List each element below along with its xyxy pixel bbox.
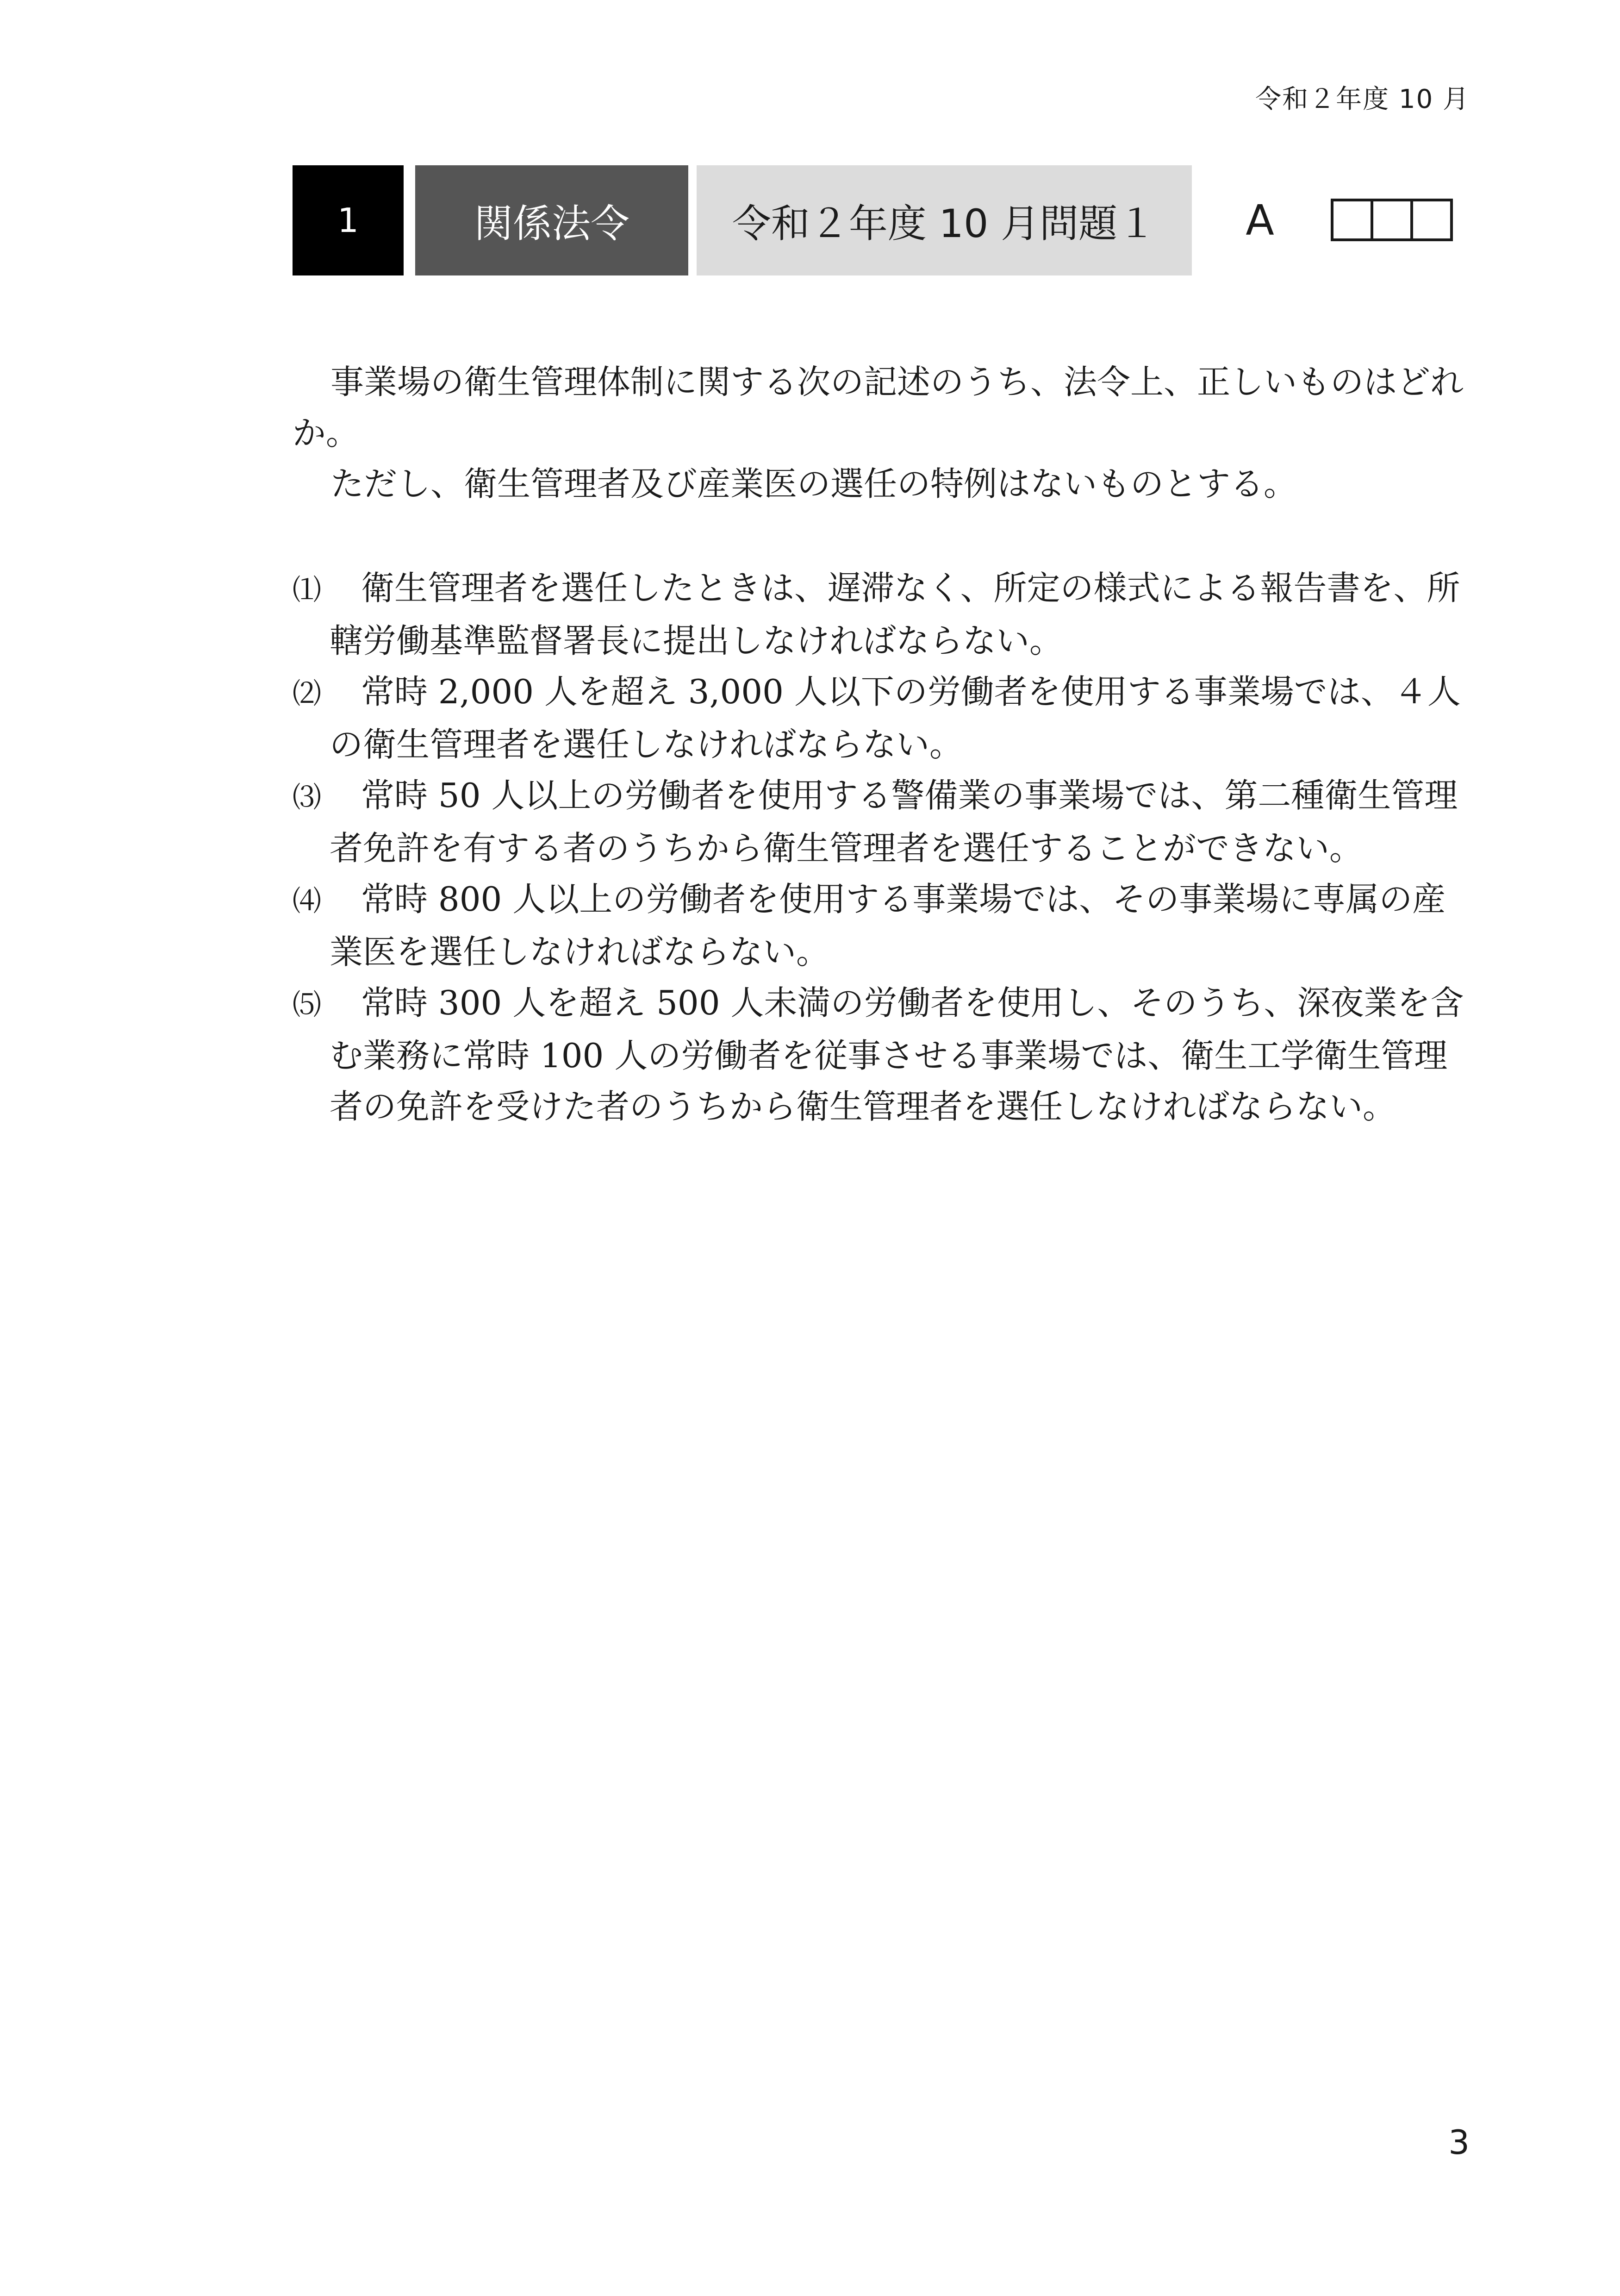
choice-text: 常時 300 人を超え 500 人未満の労働者を使用し、そのうち、深夜業を含む業務に常時 100 人の労働者を従事させる事業場では、衛生工学衛生管理者の免許を受けた者のうちから衛生管理者を選任しなければならない。 <box>330 983 1464 1126</box>
choice-list <box>293 563 1475 1132</box>
choice-text: 常時 50 人以上の労働者を使用する警備業の事業場では、第二種衛生管理者免許を有する者のうちから衛生管理者を選任することができない。 <box>330 776 1458 868</box>
check-boxes <box>1331 199 1450 241</box>
checkbox-1[interactable] <box>1331 199 1373 241</box>
choice-mark: ⑸ <box>293 988 322 1021</box>
category-label: 関係法令 <box>415 165 688 275</box>
checkbox-2[interactable] <box>1371 199 1413 241</box>
question-paragraph: ただし、衛生管理者及び産業医の選任の特例はないものとする。 <box>330 464 1297 503</box>
choice-item-2 <box>293 666 1475 770</box>
question-header-bar <box>293 165 1470 275</box>
checkbox-3[interactable] <box>1410 199 1453 241</box>
choice-text: 衛生管理者を選任したときは、遅滞なく、所定の様式による報告書を、所轄労働基準監督署長に提出しなければならない。 <box>330 569 1460 660</box>
choice-item-4 <box>293 874 1475 977</box>
question-reference: 令和２年度 10 月問題１ <box>697 165 1192 275</box>
running-head: 令和２年度 10 月 <box>1255 84 1470 114</box>
rank-label: A <box>1246 196 1274 245</box>
question-paragraph: 事業場の衛生管理体制に関する次の記述のうち、法令上、正しいものはどれか。 <box>293 363 1464 452</box>
page-number: 3 <box>1448 2123 1470 2162</box>
choice-item-1 <box>293 563 1475 666</box>
choice-mark: ⑵ <box>293 676 322 710</box>
question-text <box>293 357 1475 509</box>
choice-item-3 <box>293 770 1475 874</box>
question-number: 1 <box>293 165 404 275</box>
choice-item-5 <box>293 977 1475 1132</box>
choice-mark: ⑴ <box>293 573 322 607</box>
choice-text: 常時 800 人以上の労働者を使用する事業場では、その事業場に専属の産業医を選任しなければならない。 <box>330 880 1446 971</box>
choice-text: 常時 2,000 人を超え 3,000 人以下の労働者を使用する事業場では、４人の衛生管理者を選任しなければならない。 <box>330 672 1461 764</box>
choice-mark: ⑷ <box>293 884 322 918</box>
choice-mark: ⑶ <box>293 780 322 814</box>
